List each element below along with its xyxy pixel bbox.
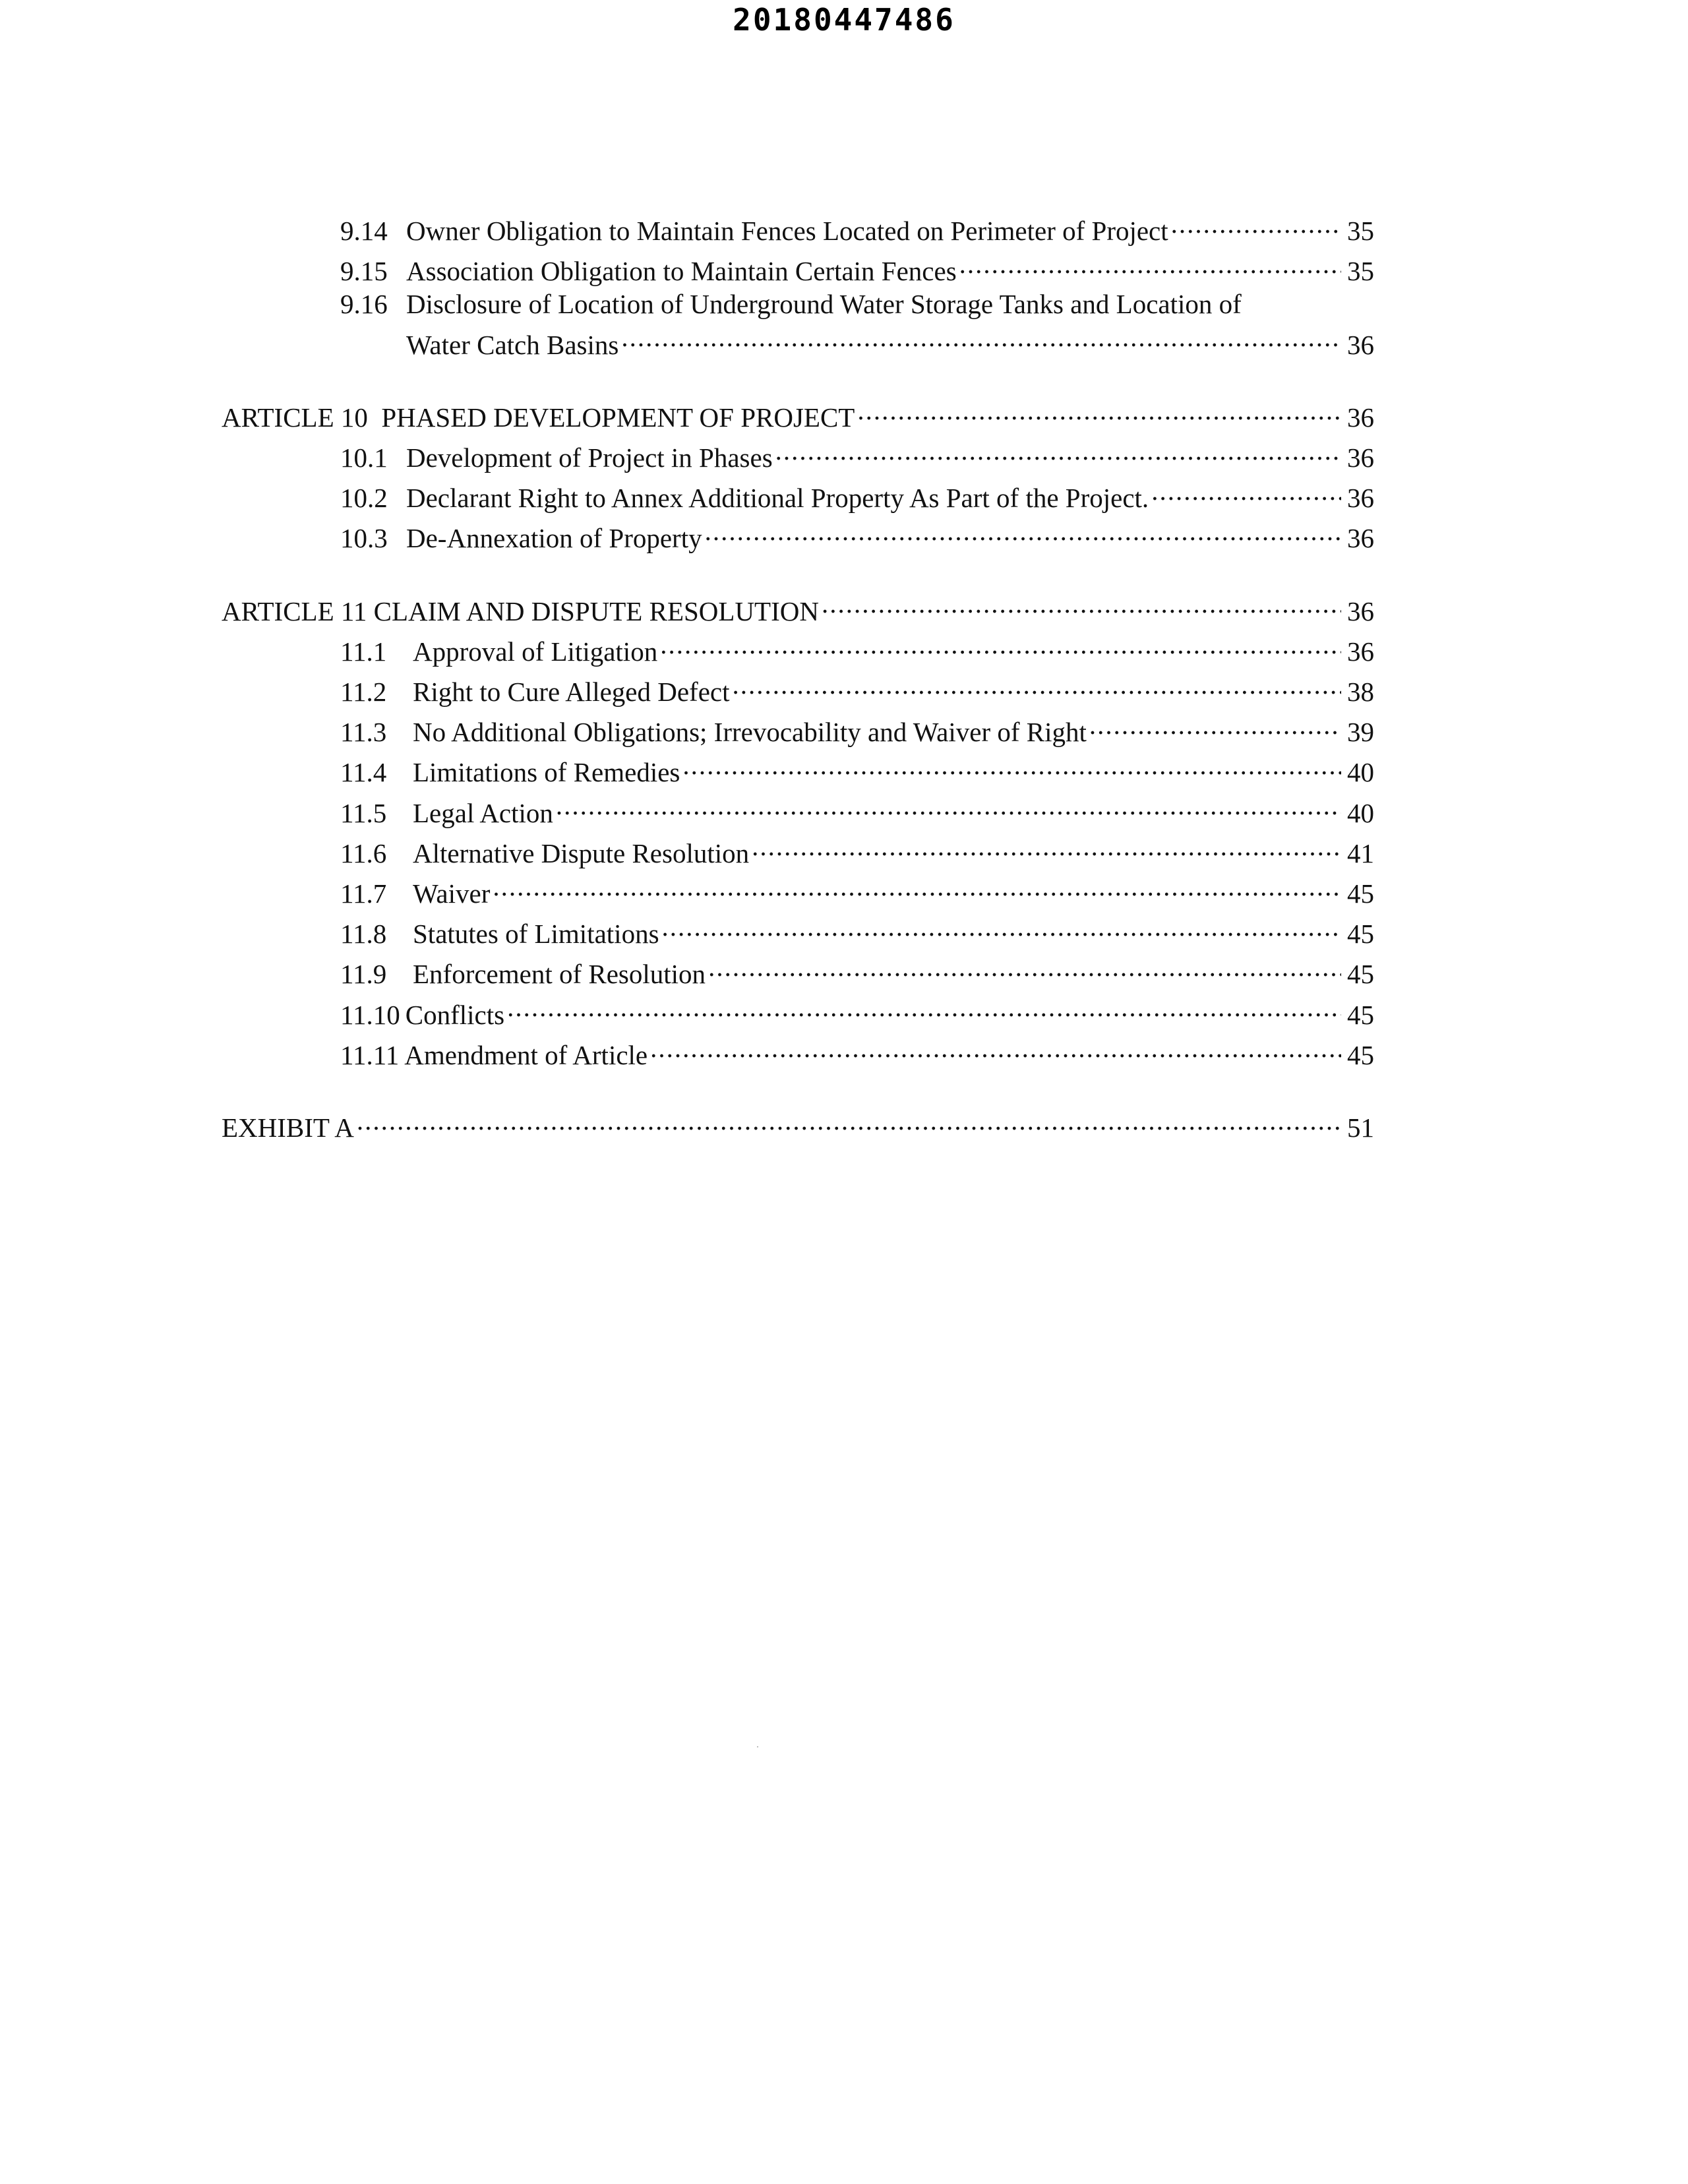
toc-entry-title: No Additional Obligations; Irrevocability and Waiver of Right (413, 717, 1087, 748)
toc-entry-page: 45 (1347, 878, 1374, 909)
toc-entry (222, 628, 1374, 668)
toc-entry-number: 10.1 (340, 442, 388, 473)
toc-entry-number: 11.10 (340, 999, 400, 1030)
toc-entry-page: 36 (1347, 483, 1374, 514)
toc-entry-number: 11.2 (340, 677, 387, 708)
toc-entry-title: Association Obligation to Maintain Certain Fences (406, 256, 957, 287)
dot-leader (1151, 474, 1341, 507)
toc-entry-title: Limitations of Remedies (413, 757, 680, 788)
toc-entry-page: 36 (1347, 523, 1374, 554)
toc-entry-number: 11.4 (340, 757, 387, 788)
table-of-contents (222, 207, 1374, 1176)
toc-entry-title: Waiver (413, 878, 491, 909)
toc-entry-title: Declarant Right to Annex Additional Property As Part of the Project. (406, 483, 1149, 514)
toc-entry-title: Approval of Litigation (413, 636, 658, 667)
document-number: 20180447486 (733, 2, 955, 38)
dot-leader (650, 1031, 1341, 1064)
toc-group-exhibit (222, 1104, 1374, 1144)
dot-leader (705, 514, 1341, 547)
dot-leader (733, 668, 1342, 701)
article-heading-page: 36 (1347, 402, 1374, 433)
toc-entry-page: 45 (1347, 1039, 1374, 1070)
dot-leader (660, 628, 1341, 661)
toc-group-article-11 (222, 588, 1374, 1072)
toc-entry-number: 9.16 (340, 289, 388, 320)
toc-entry-title: Alternative Dispute Resolution (413, 837, 750, 868)
toc-entry-number: 11.7 (340, 878, 387, 909)
dot-leader (752, 830, 1341, 863)
toc-entry-number: 11.5 (340, 797, 387, 828)
toc-group-article-10 (222, 394, 1374, 555)
toc-entry-page: 35 (1347, 256, 1374, 287)
dot-leader (621, 321, 1341, 354)
dot-leader (357, 1104, 1341, 1137)
toc-entry-continuation (222, 321, 1374, 361)
toc-entry-page: 36 (1347, 329, 1374, 360)
toc-entry-number: 11.3 (340, 717, 387, 748)
toc-entry-page: 41 (1347, 837, 1374, 868)
toc-entry-title-continued: Water Catch Basins (406, 329, 619, 360)
toc-entry (222, 789, 1374, 830)
dot-leader (1171, 207, 1341, 240)
toc-entry (222, 830, 1374, 870)
toc-entry-number: 11.6 (340, 837, 387, 868)
toc-article-heading (222, 394, 1374, 434)
dot-leader (682, 748, 1341, 781)
exhibit-heading-page: 51 (1347, 1112, 1374, 1143)
toc-entry (222, 991, 1374, 1031)
dot-leader (857, 394, 1341, 427)
toc-entry (222, 247, 1374, 288)
toc-entry-title: Legal Action (413, 797, 553, 828)
toc-entry-title: Enforcement of Resolution (413, 959, 706, 990)
toc-entry-number: 10.2 (340, 483, 388, 514)
article-heading-title: ARTICLE 11 CLAIM AND DISPUTE RESOLUTION (222, 595, 819, 626)
toc-entry-page: 45 (1347, 959, 1374, 990)
toc-entry-number: 9.15 (340, 256, 388, 287)
dot-leader (662, 910, 1341, 943)
dot-leader (959, 247, 1341, 280)
toc-entry-title: Statutes of Limitations (413, 919, 659, 950)
toc-entry (222, 870, 1374, 910)
toc-entry (222, 514, 1374, 555)
toc-entry-title: De-Annexation of Property (406, 523, 702, 554)
article-heading-title: ARTICLE 10 PHASED DEVELOPMENT OF PROJECT (222, 402, 855, 433)
toc-exhibit-heading (222, 1104, 1374, 1144)
dot-leader (708, 950, 1341, 983)
toc-entry (222, 474, 1374, 514)
dot-leader (822, 588, 1341, 621)
toc-entry-title: Conflicts (405, 999, 505, 1030)
toc-entry-title: Development of Project in Phases (406, 442, 773, 473)
toc-entry-page: 40 (1347, 797, 1374, 828)
toc-entry-number: 11.11 (340, 1039, 400, 1070)
toc-entry-title: Disclosure of Location of Underground Water Storage Tanks and Location of (406, 289, 1242, 320)
toc-entry-title: Amendment of Article (404, 1039, 648, 1070)
toc-entry (222, 288, 1374, 320)
toc-entry-number: 11.9 (340, 959, 387, 990)
toc-entry-number: 9.14 (340, 216, 388, 246)
toc-entry-page: 36 (1347, 442, 1374, 473)
dot-leader (775, 434, 1341, 467)
dot-leader (1089, 708, 1341, 741)
exhibit-heading-title: EXHIBIT A (222, 1112, 354, 1143)
toc-entry (222, 950, 1374, 990)
toc-entry (222, 708, 1374, 748)
toc-article-heading (222, 588, 1374, 628)
toc-entry-number: 11.8 (340, 919, 387, 950)
toc-entry (222, 668, 1374, 708)
toc-entry (222, 207, 1374, 247)
toc-entry-number: 10.3 (340, 523, 388, 554)
toc-entry (222, 748, 1374, 789)
toc-entry-title: Owner Obligation to Maintain Fences Located on Perimeter of Project (406, 216, 1168, 246)
toc-entry-page: 38 (1347, 677, 1374, 708)
toc-entry-page: 45 (1347, 919, 1374, 950)
toc-entry-page: 40 (1347, 757, 1374, 788)
toc-entry (222, 910, 1374, 950)
toc-entry-page: 35 (1347, 216, 1374, 246)
toc-entry (222, 434, 1374, 474)
toc-entry (222, 1031, 1374, 1072)
toc-entry-page: 36 (1347, 636, 1374, 667)
dot-leader (556, 789, 1341, 822)
dot-leader (507, 991, 1341, 1024)
toc-entry-title: Right to Cure Alleged Defect (413, 677, 730, 708)
toc-group-article-9 (222, 207, 1374, 361)
toc-entry-page: 45 (1347, 999, 1374, 1030)
article-heading-page: 36 (1347, 595, 1374, 626)
scan-speck (757, 1746, 758, 1747)
toc-entry-number: 11.1 (340, 636, 387, 667)
toc-entry-page: 39 (1347, 717, 1374, 748)
dot-leader (493, 870, 1341, 903)
